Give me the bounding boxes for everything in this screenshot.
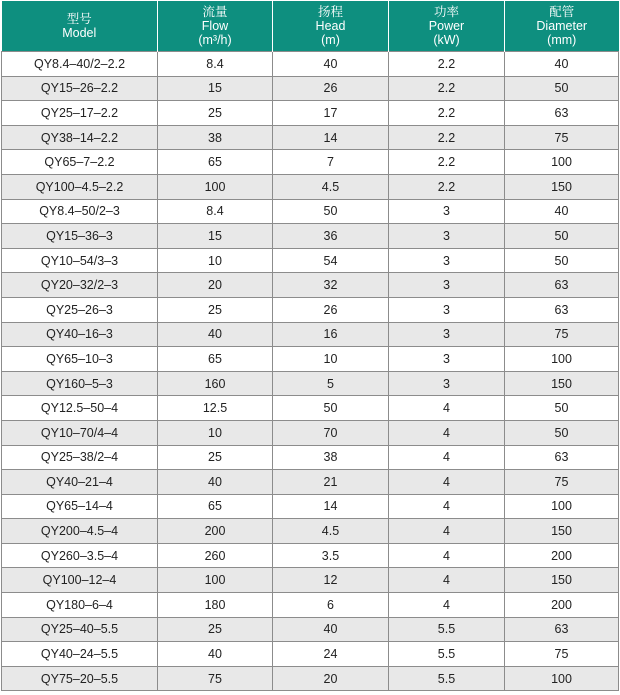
power-cell: 4 [389, 543, 505, 568]
model-cell: QY10–70/4–4 [2, 420, 158, 445]
head-cell: 54 [273, 248, 389, 273]
table-row [2, 52, 619, 77]
table-row [2, 199, 619, 224]
head-cell: 6 [273, 593, 389, 618]
head-cell: 12 [273, 568, 389, 593]
diameter-cell: 75 [505, 470, 619, 495]
column-header-zh: 扬程 [317, 5, 343, 19]
flow-cell: 25 [158, 445, 273, 470]
table-row [2, 125, 619, 150]
diameter-cell: 50 [505, 76, 619, 101]
diameter-cell: 150 [505, 371, 619, 396]
flow-cell: 100 [158, 568, 273, 593]
head-cell: 5 [273, 371, 389, 396]
model-cell: QY38–14–2.2 [2, 125, 158, 150]
flow-cell: 40 [158, 642, 273, 667]
head-cell: 3.5 [273, 543, 389, 568]
table-row [2, 617, 619, 642]
diameter-cell: 75 [505, 125, 619, 150]
head-cell: 7 [273, 150, 389, 175]
power-cell: 3 [389, 347, 505, 372]
flow-cell: 8.4 [158, 52, 273, 77]
pump-spec-table [1, 1, 619, 691]
head-cell: 38 [273, 445, 389, 470]
table-row [2, 174, 619, 199]
table-row [2, 494, 619, 519]
column-header-model [2, 1, 158, 52]
model-cell: QY25–40–5.5 [2, 617, 158, 642]
head-cell: 10 [273, 347, 389, 372]
column-header-en: Diameter [536, 19, 588, 33]
column-header-unit: (m³/h) [198, 33, 232, 47]
power-cell: 2.2 [389, 125, 505, 150]
flow-cell: 200 [158, 519, 273, 544]
flow-cell: 25 [158, 617, 273, 642]
flow-cell: 65 [158, 347, 273, 372]
power-cell: 2.2 [389, 150, 505, 175]
table-body [2, 52, 619, 691]
model-cell: QY65–14–4 [2, 494, 158, 519]
flow-cell: 10 [158, 420, 273, 445]
head-cell: 20 [273, 666, 389, 691]
head-cell: 4.5 [273, 519, 389, 544]
diameter-cell: 50 [505, 224, 619, 249]
model-cell: QY40–21–4 [2, 470, 158, 495]
model-cell: QY10–54/3–3 [2, 248, 158, 273]
column-header-power [389, 1, 505, 52]
table-row [2, 297, 619, 322]
flow-cell: 100 [158, 174, 273, 199]
head-cell: 14 [273, 494, 389, 519]
flow-cell: 10 [158, 248, 273, 273]
model-cell: QY25–26–3 [2, 297, 158, 322]
model-cell: QY20–32/2–3 [2, 273, 158, 298]
flow-cell: 12.5 [158, 396, 273, 421]
flow-cell: 8.4 [158, 199, 273, 224]
column-header-unit: (kW) [433, 33, 460, 47]
column-header-en: Model [62, 26, 97, 40]
table-row [2, 76, 619, 101]
diameter-cell: 100 [505, 666, 619, 691]
head-cell: 50 [273, 199, 389, 224]
power-cell: 2.2 [389, 101, 505, 126]
column-header-head [273, 1, 389, 52]
power-cell: 2.2 [389, 52, 505, 77]
power-cell: 4 [389, 445, 505, 470]
power-cell: 4 [389, 396, 505, 421]
flow-cell: 65 [158, 150, 273, 175]
head-cell: 50 [273, 396, 389, 421]
table-row [2, 396, 619, 421]
model-cell: QY12.5–50–4 [2, 396, 158, 421]
table-row [2, 273, 619, 298]
column-header-diameter [505, 1, 619, 52]
flow-cell: 38 [158, 125, 273, 150]
diameter-cell: 100 [505, 494, 619, 519]
model-cell: QY40–16–3 [2, 322, 158, 347]
diameter-cell: 150 [505, 568, 619, 593]
power-cell: 4 [389, 568, 505, 593]
header-row [2, 1, 619, 52]
power-cell: 4 [389, 494, 505, 519]
model-cell: QY100–4.5–2.2 [2, 174, 158, 199]
column-header-unit: (mm) [547, 33, 577, 47]
head-cell: 32 [273, 273, 389, 298]
power-cell: 2.2 [389, 76, 505, 101]
power-cell: 4 [389, 593, 505, 618]
table-row [2, 470, 619, 495]
model-cell: QY25–17–2.2 [2, 101, 158, 126]
table-row [2, 101, 619, 126]
flow-cell: 40 [158, 470, 273, 495]
column-header-zh: 配管 [549, 5, 575, 19]
model-cell: QY75–20–5.5 [2, 666, 158, 691]
model-cell: QY160–5–3 [2, 371, 158, 396]
head-cell: 40 [273, 52, 389, 77]
head-cell: 17 [273, 101, 389, 126]
head-cell: 26 [273, 76, 389, 101]
flow-cell: 260 [158, 543, 273, 568]
model-cell: QY100–12–4 [2, 568, 158, 593]
power-cell: 3 [389, 199, 505, 224]
flow-cell: 25 [158, 297, 273, 322]
diameter-cell: 40 [505, 199, 619, 224]
head-cell: 24 [273, 642, 389, 667]
power-cell: 3 [389, 248, 505, 273]
diameter-cell: 63 [505, 273, 619, 298]
diameter-cell: 100 [505, 347, 619, 372]
head-cell: 4.5 [273, 174, 389, 199]
diameter-cell: 200 [505, 543, 619, 568]
power-cell: 3 [389, 297, 505, 322]
flow-cell: 180 [158, 593, 273, 618]
diameter-cell: 50 [505, 248, 619, 273]
flow-cell: 15 [158, 224, 273, 249]
diameter-cell: 150 [505, 174, 619, 199]
diameter-cell: 63 [505, 445, 619, 470]
table-row [2, 322, 619, 347]
power-cell: 3 [389, 371, 505, 396]
table-row [2, 371, 619, 396]
model-cell: QY260–3.5–4 [2, 543, 158, 568]
head-cell: 70 [273, 420, 389, 445]
diameter-cell: 100 [505, 150, 619, 175]
table-row [2, 248, 619, 273]
table-header [2, 1, 619, 52]
column-header-en: Flow [201, 19, 229, 33]
column-header-unit: (m) [321, 33, 340, 47]
power-cell: 3 [389, 273, 505, 298]
power-cell: 5.5 [389, 617, 505, 642]
table-row [2, 445, 619, 470]
table-row [2, 543, 619, 568]
model-cell: QY15–26–2.2 [2, 76, 158, 101]
flow-cell: 160 [158, 371, 273, 396]
column-header-en: Power [428, 19, 465, 33]
table-row [2, 150, 619, 175]
model-cell: QY8.4–50/2–3 [2, 199, 158, 224]
model-cell: QY15–36–3 [2, 224, 158, 249]
head-cell: 21 [273, 470, 389, 495]
table-row [2, 420, 619, 445]
table-row [2, 568, 619, 593]
diameter-cell: 40 [505, 52, 619, 77]
column-header-flow [158, 1, 273, 52]
flow-cell: 15 [158, 76, 273, 101]
model-cell: QY8.4–40/2–2.2 [2, 52, 158, 77]
power-cell: 5.5 [389, 642, 505, 667]
diameter-cell: 200 [505, 593, 619, 618]
power-cell: 4 [389, 470, 505, 495]
diameter-cell: 75 [505, 642, 619, 667]
table-row [2, 224, 619, 249]
model-cell: QY180–6–4 [2, 593, 158, 618]
model-cell: QY40–24–5.5 [2, 642, 158, 667]
head-cell: 16 [273, 322, 389, 347]
model-cell: QY25–38/2–4 [2, 445, 158, 470]
model-cell: QY65–10–3 [2, 347, 158, 372]
column-header-zh: 型号 [66, 12, 92, 26]
head-cell: 14 [273, 125, 389, 150]
power-cell: 2.2 [389, 174, 505, 199]
model-cell: QY200–4.5–4 [2, 519, 158, 544]
power-cell: 3 [389, 224, 505, 249]
diameter-cell: 63 [505, 297, 619, 322]
diameter-cell: 150 [505, 519, 619, 544]
power-cell: 4 [389, 420, 505, 445]
model-cell: QY65–7–2.2 [2, 150, 158, 175]
power-cell: 5.5 [389, 666, 505, 691]
table-row [2, 666, 619, 691]
diameter-cell: 63 [505, 617, 619, 642]
table-row [2, 642, 619, 667]
flow-cell: 65 [158, 494, 273, 519]
head-cell: 36 [273, 224, 389, 249]
diameter-cell: 50 [505, 420, 619, 445]
diameter-cell: 75 [505, 322, 619, 347]
flow-cell: 75 [158, 666, 273, 691]
power-cell: 3 [389, 322, 505, 347]
column-header-en: Head [315, 19, 346, 33]
flow-cell: 20 [158, 273, 273, 298]
flow-cell: 25 [158, 101, 273, 126]
diameter-cell: 50 [505, 396, 619, 421]
table-row [2, 519, 619, 544]
head-cell: 40 [273, 617, 389, 642]
column-header-zh: 流量 [202, 5, 228, 19]
table-row [2, 593, 619, 618]
flow-cell: 40 [158, 322, 273, 347]
power-cell: 4 [389, 519, 505, 544]
diameter-cell: 63 [505, 101, 619, 126]
head-cell: 26 [273, 297, 389, 322]
table-row [2, 347, 619, 372]
column-header-zh: 功率 [433, 5, 459, 19]
